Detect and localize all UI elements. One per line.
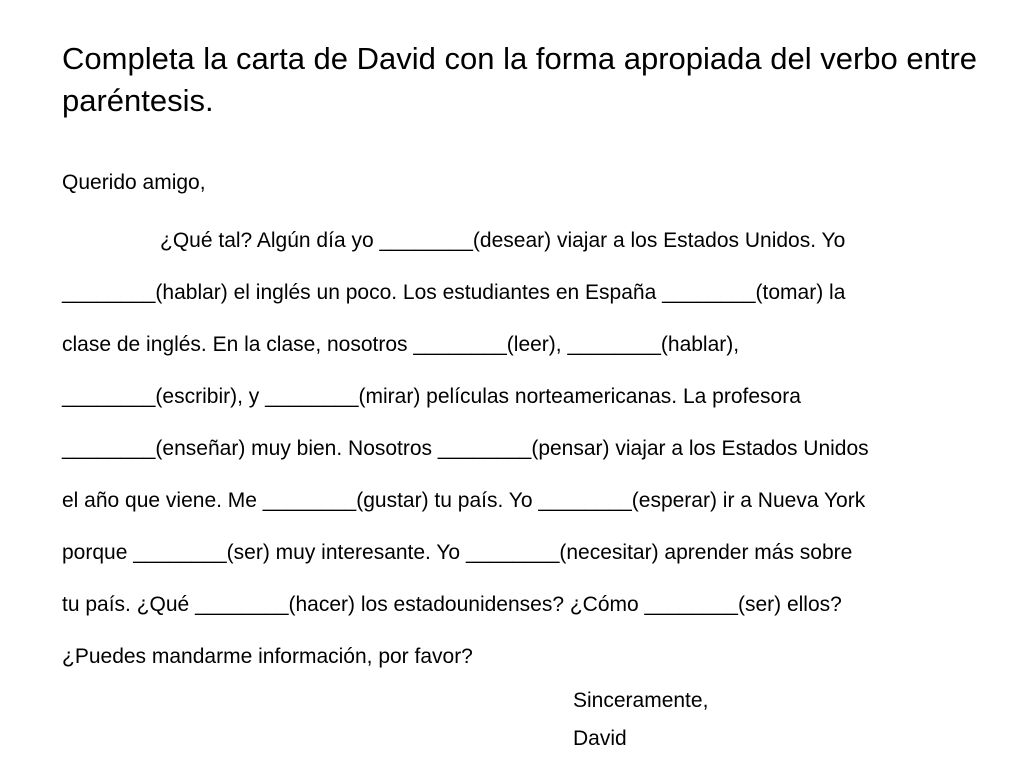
letter-line-7: porque ________(ser) muy interesante. Yo ________(necesitar) aprender más sobre	[62, 541, 853, 564]
page-title: Completa la carta de David con la forma apropiada del verbo entre paréntesis.	[62, 41, 978, 118]
letter-line-2: ________(hablar) el inglés un poco. Los estudiantes en España ________(tomar) la	[62, 281, 846, 304]
letter-closing: Sinceramente,	[573, 689, 709, 712]
letter-line-4: ________(escribir), y ________(mirar) películas norteamericanas. La profesora	[62, 385, 801, 408]
letter-line-5: ________(enseñar) muy bien. Nosotros ________(pensar) viajar a los Estados Unidos	[62, 437, 869, 460]
letter-greeting: Querido amigo,	[62, 171, 206, 194]
letter-signature: David	[573, 727, 627, 750]
letter-line-1: ¿Qué tal? Algún día yo ________(desear) viajar a los Estados Unidos. Yo	[160, 229, 846, 252]
letter-line-6: el año que viene. Me ________(gustar) tu país. Yo ________(esperar) ir a Nueva York	[62, 489, 866, 512]
letter-line-8: tu país. ¿Qué ________(hacer) los estadounidenses? ¿Cómo ________(ser) ellos?	[62, 593, 842, 616]
letter-line-9: ¿Puedes mandarme información, por favor?	[62, 645, 473, 668]
letter-line-3: clase de inglés. En la clase, nosotros ________(leer), ________(hablar),	[62, 333, 740, 356]
